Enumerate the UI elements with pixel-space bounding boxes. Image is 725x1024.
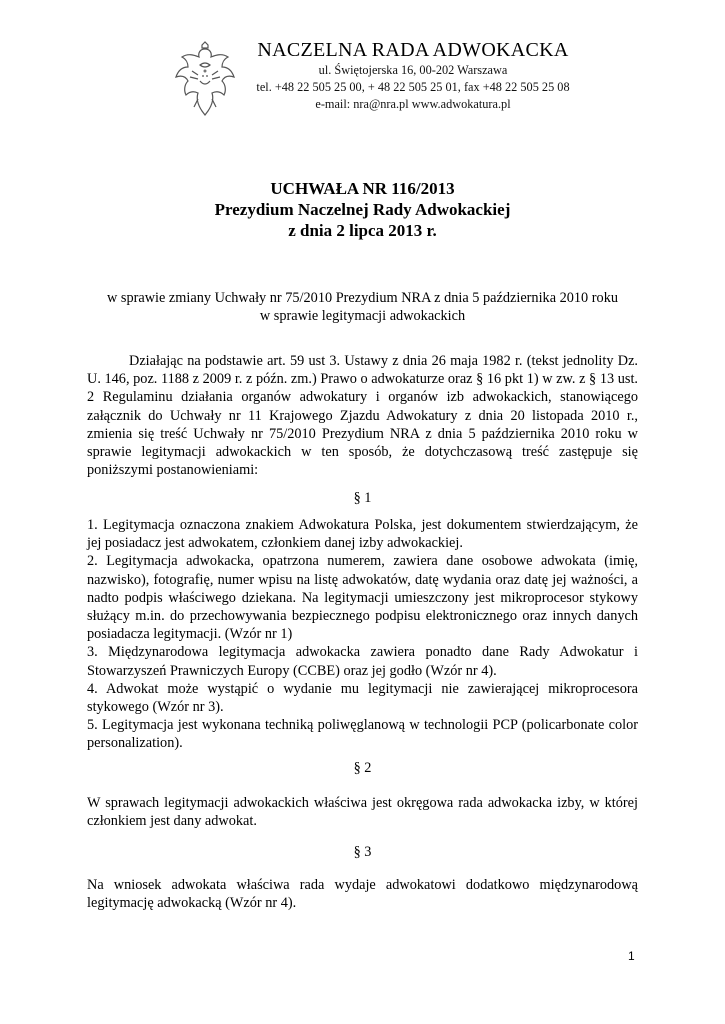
section-2-text: W sprawach legitymacji adwokackich właściwa jest okręgowa rada adwokacka izby, w której członkiem jest dany adwokat. bbox=[87, 795, 638, 830]
section-2-heading: § 2 bbox=[353, 760, 372, 776]
section-3-text: Na wniosek adwokata właściwa rada wydaje adwokatowi dodatkowo międzynarodową legitymację adwokacką (Wzór nr 4). bbox=[87, 877, 638, 912]
resolution-subject bbox=[0, 289, 725, 325]
clause-3: 3. Międzynarodowa legitymacja adwokacka zawiera ponadto dane Rady Adwokatur i Stowarzyszeń Prawniczych Europy (CCBE) oraz jej godło (Wzór nr 4). bbox=[87, 644, 638, 679]
page-number: 1 bbox=[628, 949, 635, 963]
preamble-paragraph: Działając na podstawie art. 59 ust 3. Ustawy z dnia 26 maja 1982 r. (tekst jednolity Dz. U. 146, poz. 1188 z 2009 r. z późn. zm.) Prawo o adwokaturze oraz § 16 pkt 1) w zw. z § 13 ust. 2 Regulaminu działania organów adwokatury i organów izb adwokackich, stanowiącego załącznik do Uchwały nr 11 Krajowego Zjazdu Adwokatury z dnia 20 listopada 2010 r., zmienia się treść Uchwały nr 75/2010 Prezydium NRA z dnia 5 października 2010 roku w sprawie legitymacji adwokackich w ten sposób, że dotychczasową treść zastępuje się poniższymi postanowieniami: bbox=[87, 353, 638, 479]
section-1-clauses bbox=[87, 516, 638, 753]
subject-line-1: w sprawie zmiany Uchwały nr 75/2010 Prezydium NRA z dnia 5 października 2010 roku bbox=[107, 290, 618, 306]
section-3-heading: § 3 bbox=[353, 844, 372, 860]
letterhead bbox=[0, 38, 725, 128]
section-1-heading: § 1 bbox=[353, 490, 372, 506]
eagle-emblem-icon bbox=[172, 41, 238, 117]
org-phones: tel. +48 22 505 25 00, + 48 22 505 25 01, fax +48 22 505 25 08 bbox=[256, 80, 570, 94]
clause-1: 1. Legitymacja oznaczona znakiem Adwokatura Polska, jest dokumentem stwierdzającym, że jej posiadacz jest adwokatem, członkiem danej izby adwokackiej. bbox=[87, 517, 638, 552]
clause-4: 4. Adwokat może wystąpić o wydanie mu legitymacji nie zawierającej mikroprocesora stykowego (Wzór nr 3). bbox=[87, 680, 638, 716]
resolution-title bbox=[0, 178, 725, 241]
letterhead-text bbox=[248, 38, 578, 113]
org-contact: e-mail: nra@nra.pl www.adwokatura.pl bbox=[315, 97, 511, 111]
clause-5: 5. Legitymacja jest wykonana techniką poliwęglanową w technologii PCP (policarbonate color personalization). bbox=[87, 717, 638, 752]
title-line-3: z dnia 2 lipca 2013 r. bbox=[288, 221, 437, 240]
subject-line-2: w sprawie legitymacji adwokackich bbox=[259, 308, 466, 324]
org-name: NACZELNA RADA ADWOKACKA bbox=[257, 39, 569, 61]
title-line-1: UCHWAŁA NR 116/2013 bbox=[270, 179, 455, 198]
org-address: ul. Świętojerska 16, 00-202 Warszawa bbox=[318, 63, 508, 77]
title-line-2: Prezydium Naczelnej Rady Adwokackiej bbox=[214, 200, 511, 219]
clause-2: 2. Legitymacja adwokacka, opatrzona numerem, zawiera dane osobowe adwokata (imię, nazwisko), fotografię, numer wpisu na listę adwokatów, datę wydania oraz datę jej ważności, a nadto podpis właściwego dziekana. Na legitymacji umieszczony jest mikroprocesor stykowy służący m.in. do przechowywania bezpiecznego podpisu elektronicznego oraz innych danych posiadacza legitymacji. (Wzór nr 1) bbox=[87, 553, 638, 643]
